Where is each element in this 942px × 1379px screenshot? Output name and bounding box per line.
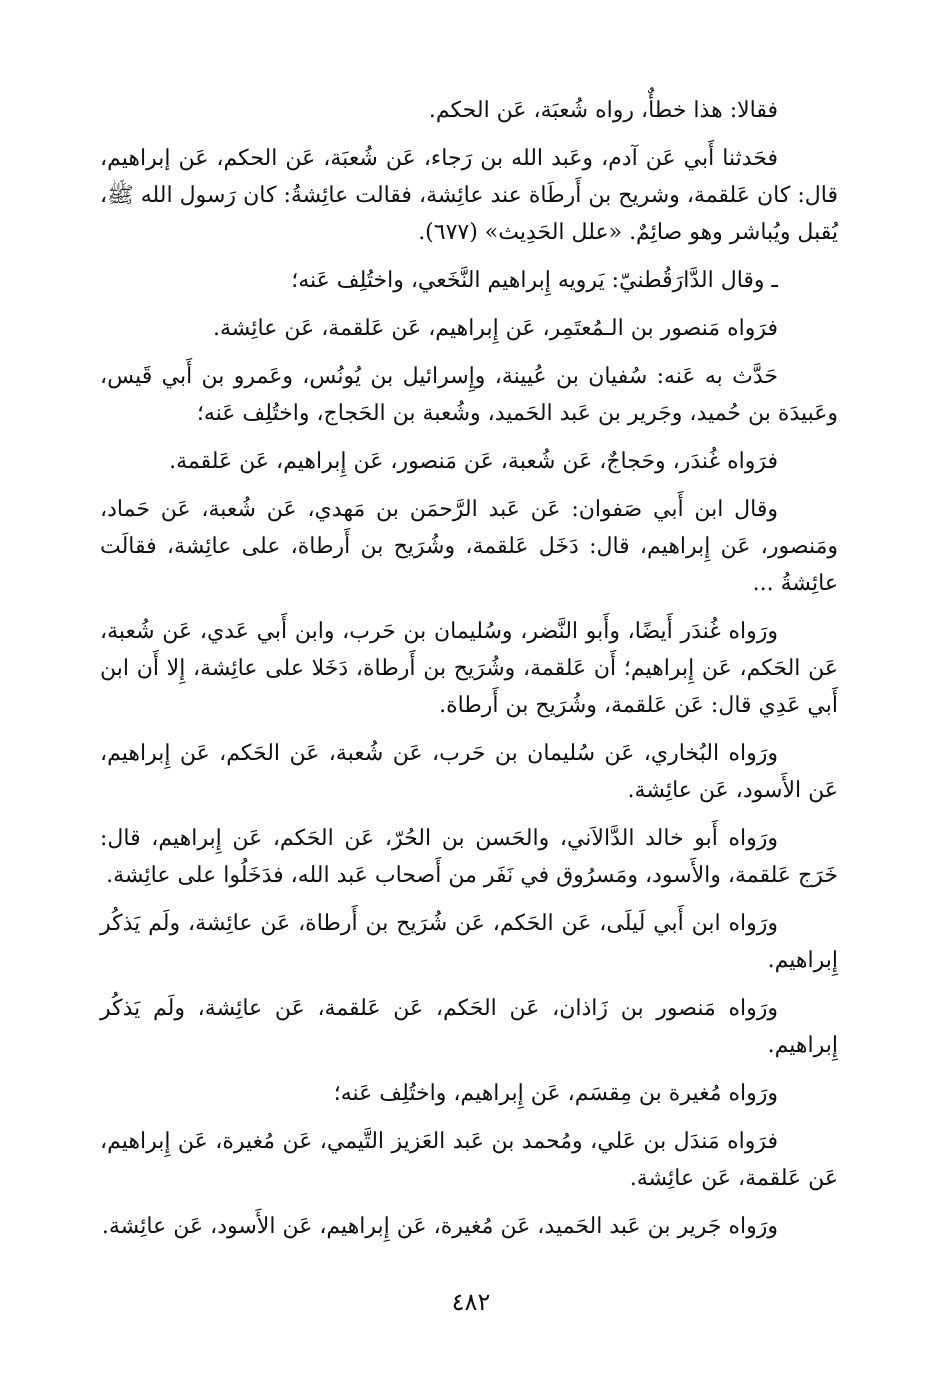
paragraph: ورَواه ابن أَبي لَيلَى، عَن الحَكم، عَن شُرَيح بن أَرطاة، عَن عائِشة، ولَم يَذكُر إِبراهيم.: [100, 911, 838, 973]
paragraph: فحَدثنا أَبي عَن آدم، وعَبد الله بن رَجاء، عَن شُعبَة، عَن الحكم، عَن إبراهيم، قال: كان عَلقمة، وشريح بن أَرطَاة عند عائِشة، فقالت عائِشةُ: كان رَسول الله ﷺ، يُقبل ويُباشر وهو صائِمٌ. «علل الحَدِيث» (٦٧٧).: [100, 146, 838, 245]
page-number: ٤٨٢: [451, 1288, 491, 1316]
paragraph: ورَواه مُغيرة بن مِقسَم، عَن إِبراهيم، واختُلِف عَنه؛: [333, 1081, 778, 1106]
paragraph: ـ وقال الدَّارَقُطنيّ: يَرويه إِبراهيم النَّخَعي، واختُلِف عَنه؛: [291, 268, 778, 293]
paragraph: ورَواه غُندَر أَيضًا، وأَبو النَّضر، وسُليمان بن حَرب، وابن أَبي عَدي، عَن شُعبة، عَن الحَكم، عَن إِبراهيم؛ أَن عَلقمة، وشُرَيح بن أَرطاة، دَخَلا على عائِشة، إِلا أَن ابن أَبي عَدِي قال: عَن عَلقمة، وشُرَيح بن أَرطاة.: [100, 619, 838, 718]
paragraph: فرَواه مَندَل بن عَلي، ومُحمد بن عَبد العَزيز التَّيمي، عَن مُغيرة، عَن إِبراهيم، عَن عَلقمة، عَن عائِشة.: [100, 1129, 838, 1191]
paragraph: ورَواه جَرير بن عَبد الحَميد، عَن مُغيرة، عَن إِبراهيم، عَن الأَسود، عَن عائِشة.: [101, 1214, 778, 1239]
paragraph: وقال ابن أَبي صَفوان: عَن عَبد الرَّحمَن بن مَهدي، عَن شُعبة، عَن حَماد، ومَنصور، عَن إِبراهيم، قال: دَخَل عَلقمة، وشُرَيح بن أَرطاة، على عائِشة، فقالَت عائِشةُ ...: [100, 497, 838, 596]
paragraph: ورَواه أَبو خالد الدَّالاَني، والحَسن بن الحُرّ، عَن الحَكم، عَن إِبراهيم، قال: خَرَج عَلقمة، والأَسود، ومَسرُوق في نَفَر من أَصحاب عَبد الله، فدَخَلُوا على عائِشة.: [100, 826, 838, 888]
page-body: [100, 92, 838, 1256]
paragraph: حَدَّث به عَنه: سُفيان بن عُيينة، وإِسرائيل بن يُونُس، وعَمرو بن أَبي قَيس، وعَبيدَة بن حُميد، وجَرير بن عَبد الحَميد، وشُعبة بن الحَجاج، واختُلِف عَنه؛: [100, 364, 838, 426]
paragraph: فقالا: هذا خطأٌ، رواه شُعبَة، عَن الحكم.: [428, 98, 778, 123]
paragraph: ورَواه البُخاري، عَن سُليمان بن حَرب، عَن شُعبة، عَن الحَكم، عَن إِبراهيم، عَن الأَسود، عَن عائِشة.: [100, 741, 838, 803]
paragraph: ورَواه مَنصور بن زَاذان، عَن الحَكم، عَن عَلقمة، عَن عائِشة، ولَم يَذكُر إِبراهيم.: [100, 996, 838, 1058]
paragraph: فرَواه غُندَر، وحَجاجٌ، عَن شُعبة، عَن مَنصور، عَن إِبراهيم، عَن عَلقمة.: [169, 449, 778, 474]
paragraph: فرَواه مَنصور بن الـمُعتَمِر، عَن إِبراهيم، عَن عَلقمة، عَن عائِشة.: [212, 316, 778, 341]
